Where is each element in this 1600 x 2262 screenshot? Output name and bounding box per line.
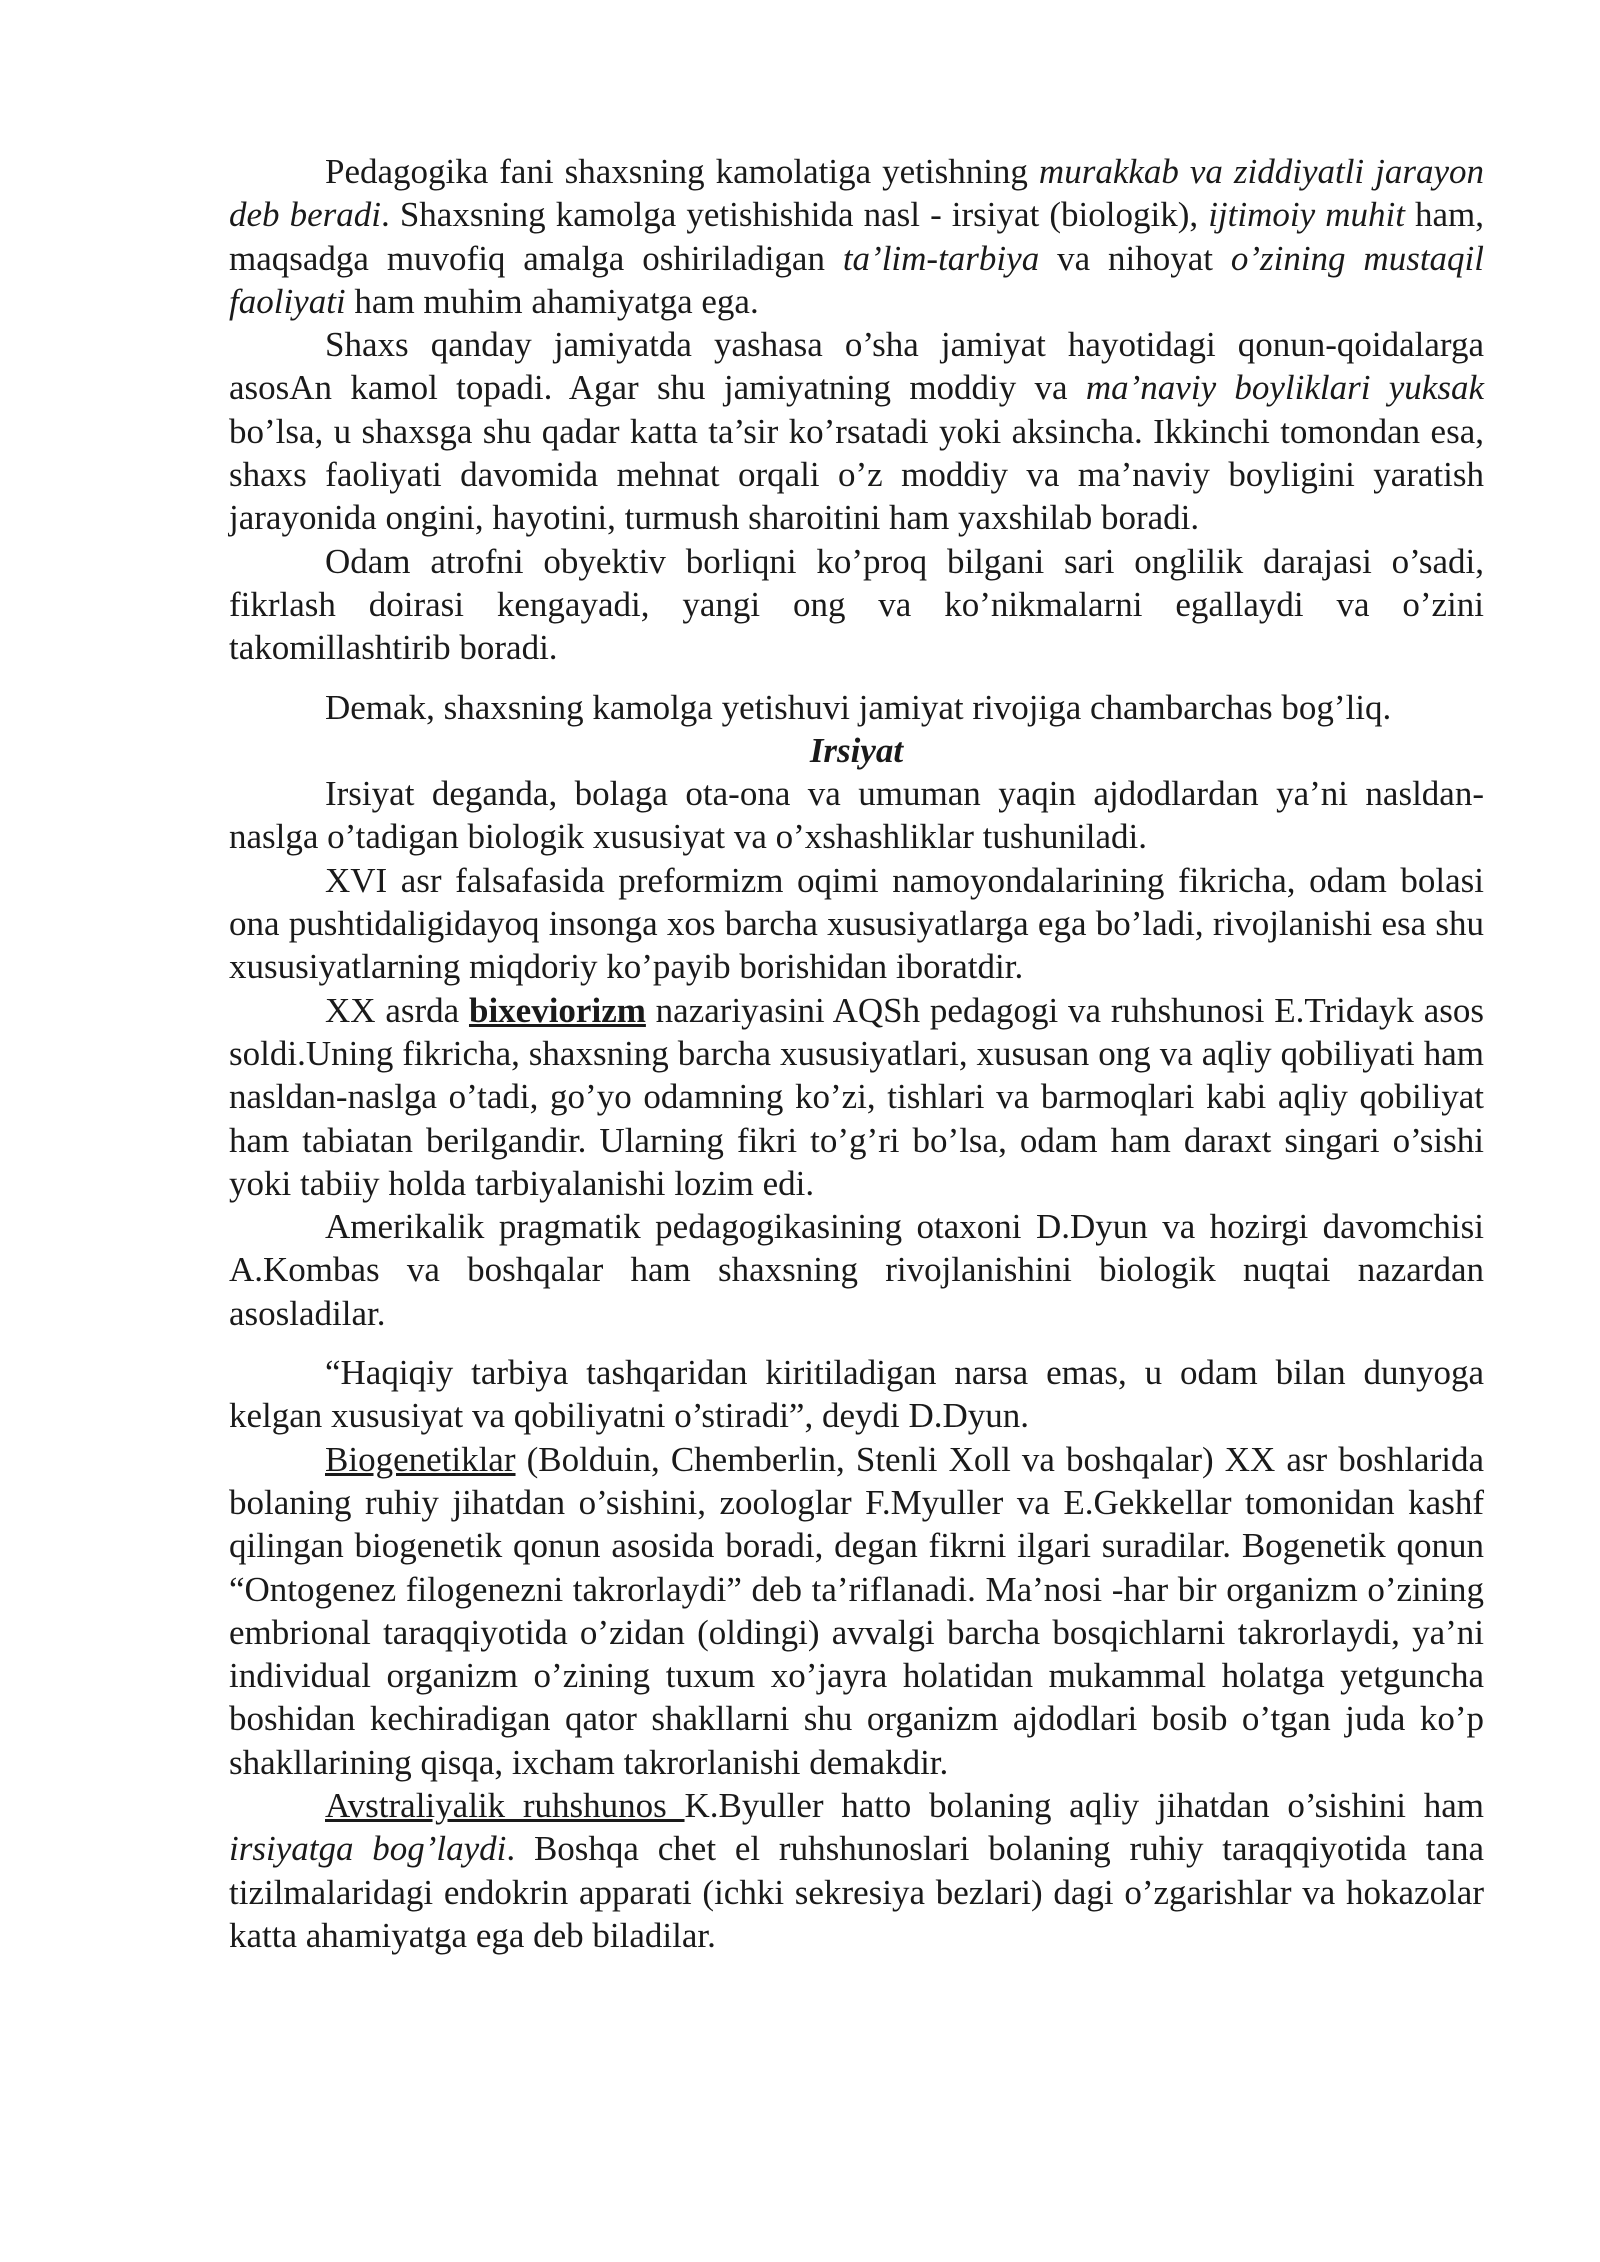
text-span: bo’lsa, u shaxsga shu qadar katta ta’sir ko’rsatadi yoki aksincha. Ikkinchi tomondan esa, shaxs faoliyati davomida mehnat orqali o’z moddiy va ma’naviy boyligini yaratish jarayonida ongini, hayotini, turmush sharoitini ham yaxshilab boradi. xyxy=(229,411,1484,538)
paragraph-quote: “Haqiqiy tarbiya tashqaridan kiritiladigan narsa emas, u odam bilan dunyoga kelgan xususiyat va qobiliyatni o’stiradi”, deydi D.Dyun. xyxy=(229,1353,1484,1436)
text-span: Pedagogika fani shaxsning kamolatiga yetishning xyxy=(325,152,1039,191)
bold-underlined-term: bixeviorizm xyxy=(468,990,646,1030)
italic-phrase: ta’lim-tarbiya xyxy=(842,238,1040,278)
paragraph-preformism: XVI asr falsafasida preformizm oqimi namoyondalarining fikricha, odam bolasi ona pushtidaligidayoq insonga xos barcha xususiyatlarga ega bo’ladi, rivojlanishi esa shu xususiyatlarning miqdoriy ko’payib borishidan iboratdir. xyxy=(229,860,1484,987)
italic-phrase: murakkab va ziddiyatli jarayon deb beradi xyxy=(229,152,1485,235)
text-span: ham muhim ahamiyatga ega. xyxy=(345,281,759,321)
paragraph-intro xyxy=(229,150,1484,323)
italic-phrase: o’zining mustaqil faoliyati xyxy=(229,238,1484,321)
text-span: . Boshqa chet el ruhshunoslari bolaning ruhiy taraqqiyotida tana tizilmalaridagi endokrin apparati (ichki sekresiya bezlari) dagi o’zgarishlar va hokazolar katta ahamiyatga ega deb biladilar. xyxy=(229,1829,1484,1955)
text-span: Shaxs qanday jamiyatda yashasa o’sha jamiyat hayotidagi qonun-qoidalarga asosAn kamol topadi. Agar shu jamiyatning moddiy va xyxy=(229,325,1484,408)
underlined-term: Avstraliyalik ruhshunos xyxy=(325,1785,685,1825)
italic-phrase: ijtimoiy muhit xyxy=(1208,195,1405,235)
paragraph-buhler xyxy=(229,1784,1484,1957)
text-span: . Shaxsning kamolga yetishishida nasl - irsiyat (biologik), xyxy=(381,195,1209,235)
text-span: nazariyasini AQSh pedagogi va ruhshunosi E.Tridayk asos soldi.Uning fikricha, shaxsning barcha xususiyatlari, xususan ong va aqliy qobiliyati ham nasldan-naslga o’tadi, go’yo odamning ko’zi, tishlari va barmoqlari kabi aqliy qobiliyat ham tabiatan berilgandir. Ularning fikri to’g’ri bo’lsa, odam ham daraxt singari o’sishi yoki tabiiy holda tarbiyalanishi lozim edi. xyxy=(229,990,1484,1203)
paragraph-awareness: Odam atrofni obyektiv borliqni ko’proq bilgani sari onglilik darajasi o’sadi, fikrlash doirasi kengayadi, yangi ong va ko’nikmalarni egallaydi va o’zini takomillashtirib boradi. xyxy=(229,541,1484,668)
text-span: ham, maqsadga muvofiq amalga oshiriladigan xyxy=(229,195,1485,278)
paragraph-conclusion: Demak, shaxsning kamolga yetishuvi jamiyat rivojiga chambarchas bog’liq. xyxy=(325,687,1392,727)
text-span: (Bolduin, Chemberlin, Stenli Xoll va boshqalar) XX asr boshlarida bolaning ruhiy jihatdan o’sishini, zoologlar F.Myuller va E.Gekkellar tomonidan kashf qilingan biogenetik qonun asosida boradi, degan fikrni ilgari suradilar. Bogenetik qonun “Ontogenez filogenezni takrorlaydi” deb ta’riflanadi. Ma’nosi -har bir organizm o’zining embrional taraqqiyotida o’zidan (oldingi) avvalgi barcha bosqichlarni takrorlaydi, ya’ni individual organizm o’zining tuxum xo’jayra holatidan mukammal holatga yetguncha boshidan kechiradigan qator shakllarni shu organizm ajdodlari bosib o’tgan juda ko’p shakllarining qisqa, ixcham takrorlanishi demakdir. xyxy=(229,1439,1484,1782)
paragraph-heredity-definition: Irsiyat deganda, bolaga ota-ona va umuman yaqin ajdodlardan ya’ni nasldan-naslga o’tadigan biologik xususiyat va o’xshashliklar tushuniladi. xyxy=(229,774,1484,857)
paragraph-pragmatism: Amerikalik pragmatik pedagogikasining otaxoni D.Dyun va hozirgi davomchisi A.Kombas va boshqalar ham shaxsning rivojlanishini biologik nuqtai nazardan asosladilar. xyxy=(229,1207,1484,1333)
text-span: XX asrda xyxy=(325,990,469,1030)
paragraph-society xyxy=(229,323,1484,539)
text-span: K.Byuller hatto bolaning aqliy jihatdan o’sishini ham xyxy=(684,1785,1484,1825)
document-page xyxy=(229,150,1484,1957)
italic-phrase: irsiyatga bog’laydi xyxy=(229,1829,507,1869)
underlined-term: Biogenetiklar xyxy=(325,1439,516,1479)
paragraph-behaviorism xyxy=(229,989,1484,1205)
section-heading: Irsiyat xyxy=(809,730,904,770)
text-span: va nihoyat xyxy=(1039,238,1231,278)
italic-phrase: ma’naviy boyliklari yuksak xyxy=(1085,368,1484,408)
paragraph-biogenetics xyxy=(229,1438,1484,1784)
